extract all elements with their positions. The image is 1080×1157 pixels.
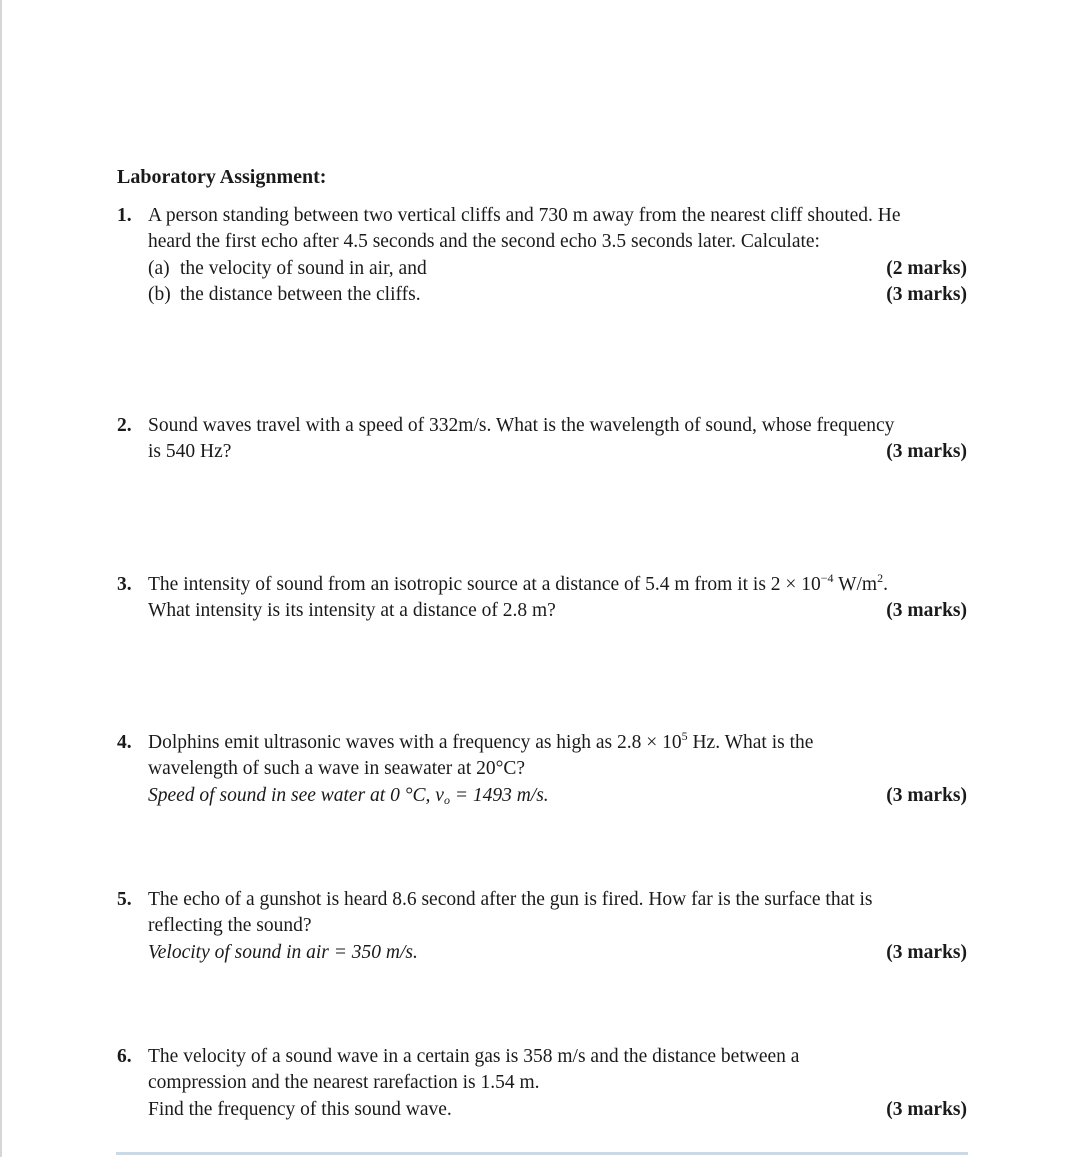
part-label: (b) xyxy=(148,283,171,305)
question-text-line: wavelength of such a wave in seawater at 20°C? xyxy=(148,758,526,780)
question-text-line: heard the first echo after 4.5 seconds and the second echo 3.5 seconds later. Calculate: xyxy=(148,231,820,253)
question-4 xyxy=(117,730,967,809)
part-text: the velocity of sound in air, and xyxy=(180,257,427,279)
question-5 xyxy=(117,887,967,966)
question-6 xyxy=(117,1044,967,1123)
question-text: Hz. What is the xyxy=(687,732,814,753)
question-number: 5. xyxy=(117,889,132,910)
exponent: 2 xyxy=(877,571,884,585)
question-text: is 540 Hz? xyxy=(148,441,232,463)
question-number: 6. xyxy=(117,1046,132,1067)
given-text-part: Speed of sound in see water at 0 °C, v xyxy=(148,784,444,806)
question-2 xyxy=(117,413,967,466)
question-text-line xyxy=(148,439,967,465)
question-text-line: A person standing between two vertical cliffs and 730 m away from the nearest cliff shouted. He xyxy=(148,205,901,226)
question-text-line xyxy=(148,1097,967,1123)
bottom-divider xyxy=(116,1152,968,1155)
marks-label: (3 marks) xyxy=(886,941,967,963)
question-number: 3. xyxy=(117,574,132,595)
question-text-line: Sound waves travel with a speed of 332m/s. What is the wavelength of sound, whose frequency xyxy=(148,415,895,436)
question-number: 2. xyxy=(117,415,132,436)
marks-label: (3 marks) xyxy=(886,1098,967,1120)
question-part-a xyxy=(148,256,967,282)
given-text-part: = 1493 m/s. xyxy=(449,784,549,806)
question-text-line xyxy=(148,730,967,756)
question-text-line: The velocity of a sound wave in a certain gas is 358 m/s and the distance between a xyxy=(148,1046,800,1067)
question-text: Dolphins emit ultrasonic waves with a frequency as high as 2.8 × 10 xyxy=(148,732,682,753)
question-text-line: compression and the nearest rarefaction is 1.54 m. xyxy=(148,1072,540,1094)
question-3 xyxy=(117,572,967,625)
question-number: 4. xyxy=(117,732,132,753)
marks-label: (3 marks) xyxy=(886,784,967,806)
unit-text: W/m xyxy=(833,574,878,595)
given-text: Velocity of sound in air = 350 m/s. xyxy=(148,941,418,963)
marks-label: (2 marks) xyxy=(886,257,967,279)
given-line xyxy=(148,940,967,966)
exponent: 5 xyxy=(681,729,688,743)
marks-label: (3 marks) xyxy=(886,600,967,622)
question-1 xyxy=(117,203,967,308)
question-text: The intensity of sound from an isotropic source at a distance of 5.4 m from it is 2 × 10 xyxy=(148,574,821,595)
page-left-edge xyxy=(0,0,2,1157)
subscript: o xyxy=(443,792,450,807)
marks-label: (3 marks) xyxy=(886,283,967,305)
exponent: −4 xyxy=(820,571,834,585)
page-heading: Laboratory Assignment: xyxy=(117,166,327,188)
question-text-line: reflecting the sound? xyxy=(148,915,312,937)
question-part-b xyxy=(148,282,967,308)
question-text: Find the frequency of this sound wave. xyxy=(148,1098,452,1120)
given-line xyxy=(148,783,967,809)
marks-label: (3 marks) xyxy=(886,441,967,463)
question-text: What intensity is its intensity at a distance of 2.8 m? xyxy=(148,600,556,622)
part-label: (a) xyxy=(148,257,170,279)
part-text: the distance between the cliffs. xyxy=(180,283,421,305)
question-text-line: The echo of a gunshot is heard 8.6 second after the gun is fired. How far is the surface that is xyxy=(148,889,873,910)
question-text-line xyxy=(148,598,967,624)
given-text xyxy=(148,785,549,806)
question-text-line xyxy=(148,572,967,598)
punctuation: . xyxy=(883,574,888,595)
question-number: 1. xyxy=(117,205,132,226)
